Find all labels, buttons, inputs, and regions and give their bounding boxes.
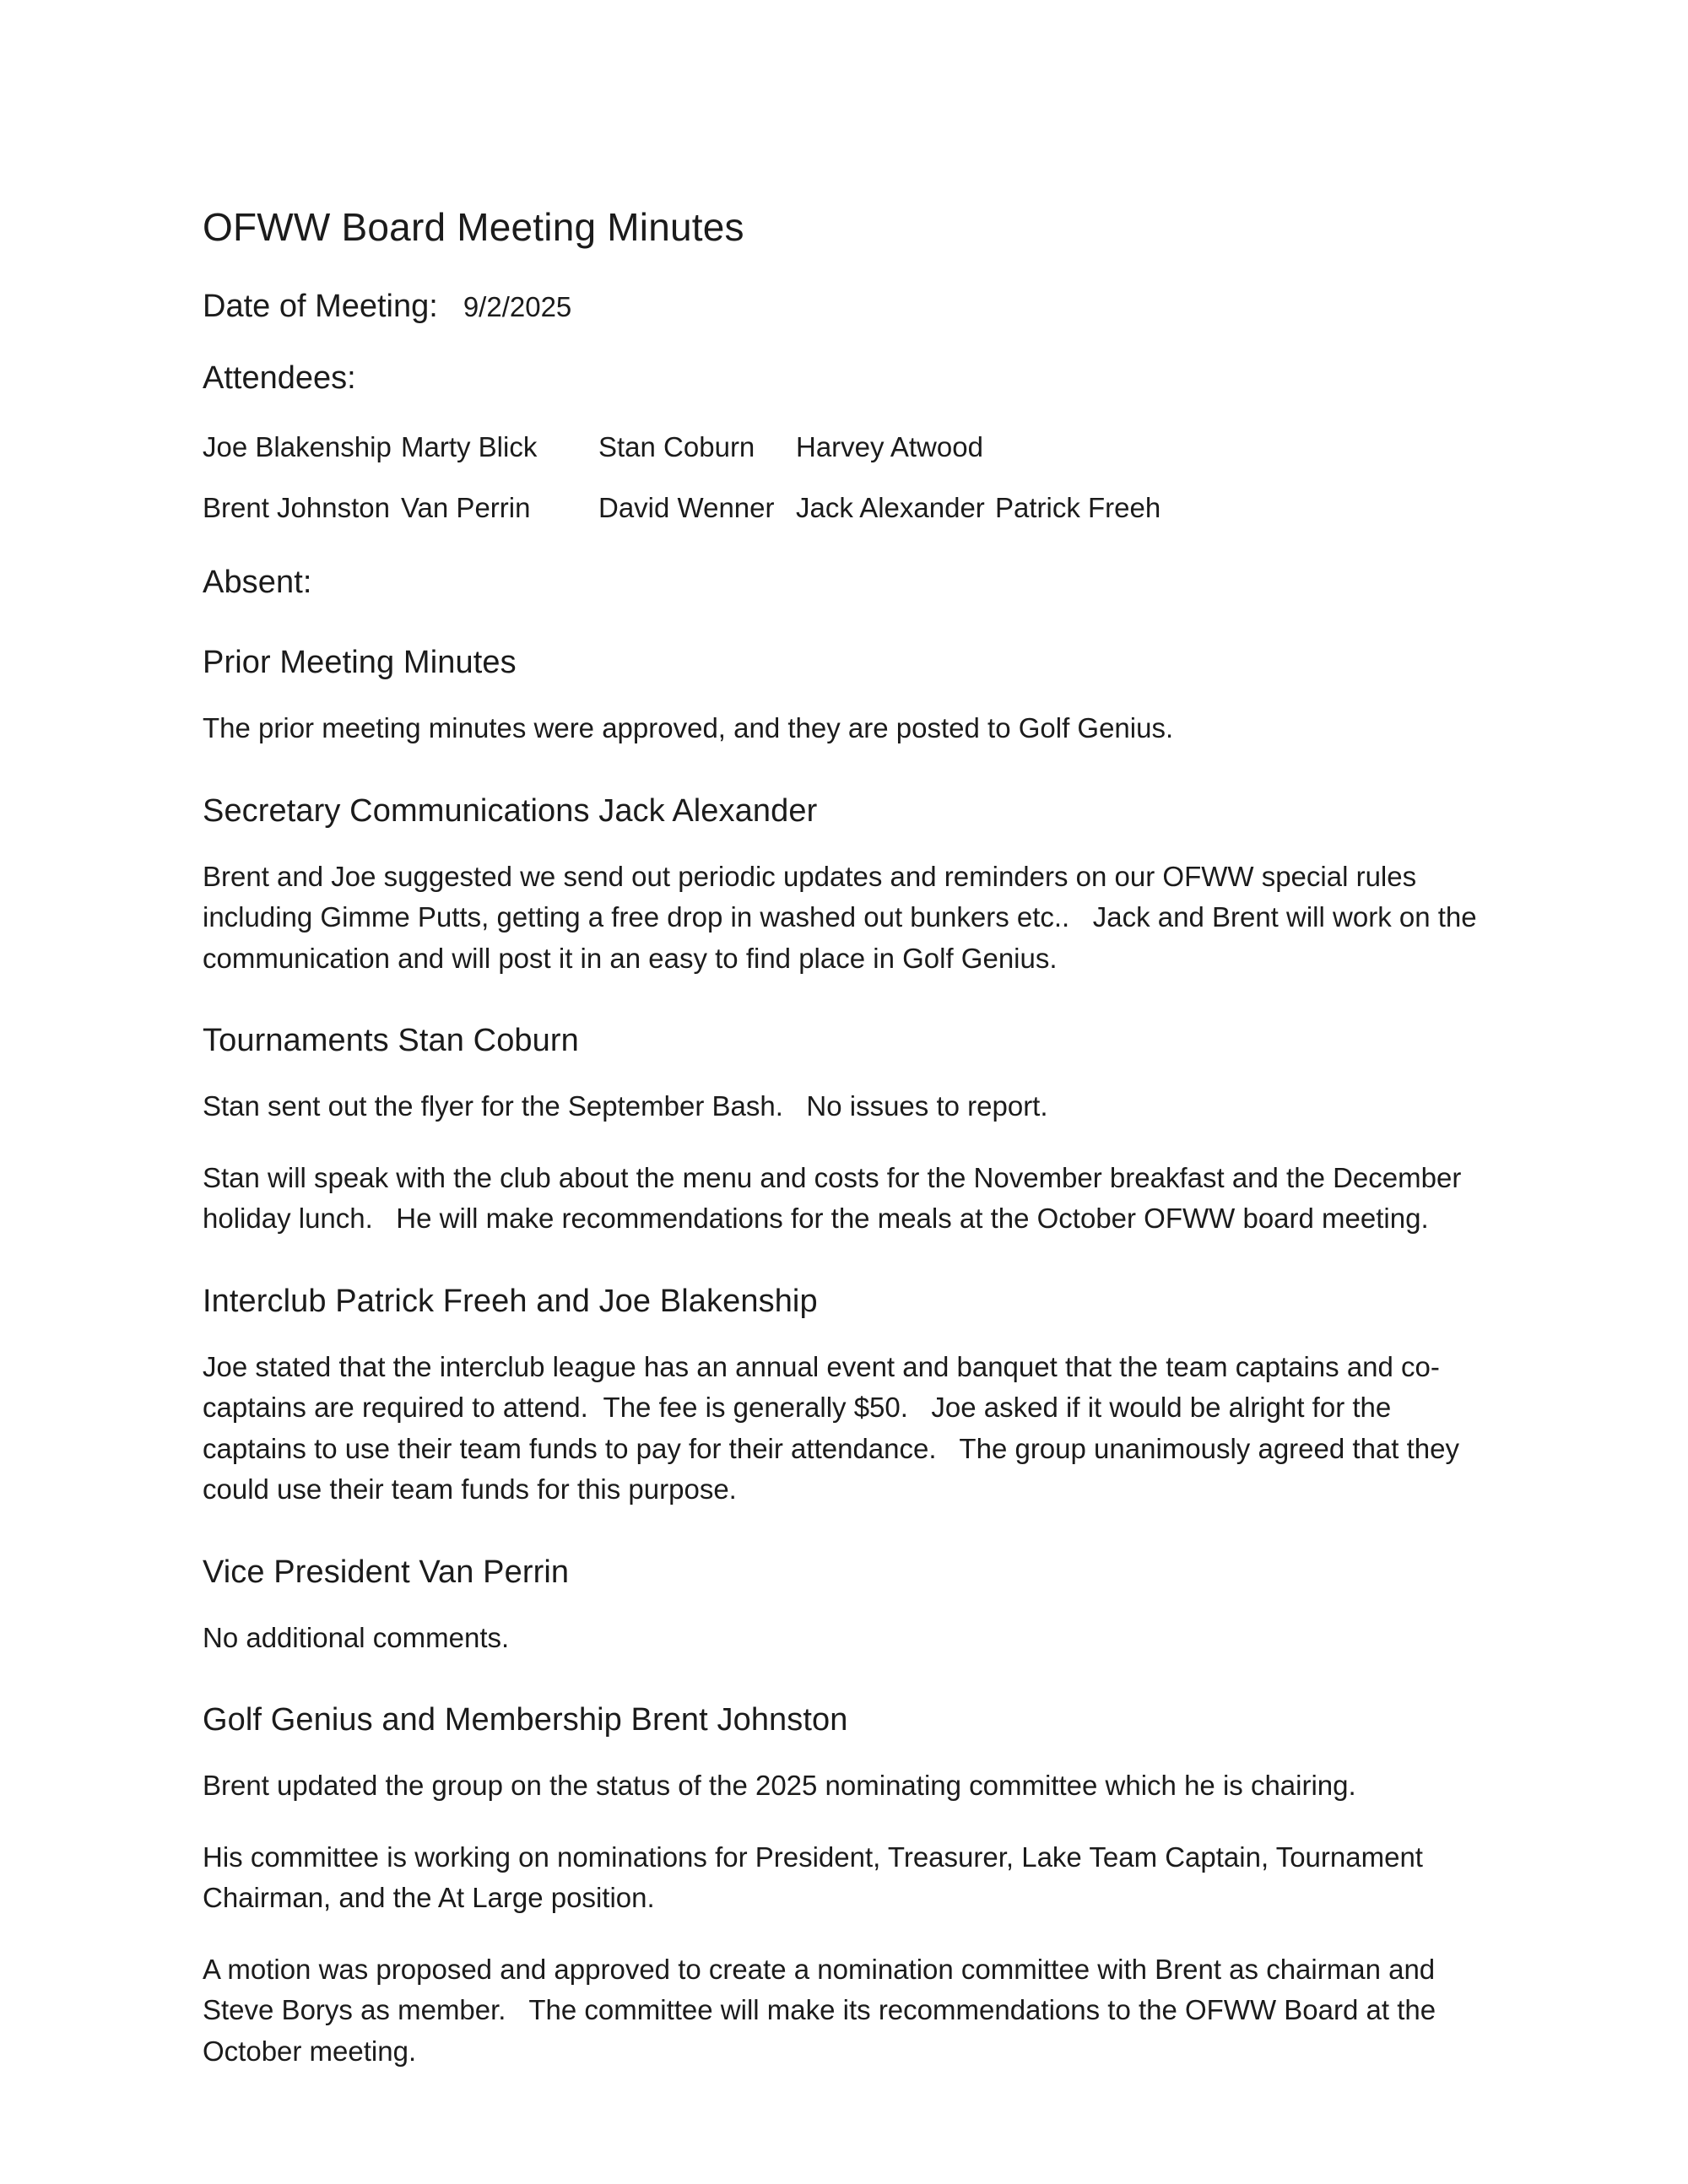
section-paragraph: Brent updated the group on the status of the 2025 nominating committee which he is chairing. — [203, 1770, 1356, 1802]
date-of-meeting-value: 9/2/2025 — [463, 291, 572, 322]
section-heading-prior-meeting-minutes: Prior Meeting Minutes — [203, 645, 517, 681]
date-of-meeting-label: Date of Meeting: — [203, 289, 438, 324]
attendee-cell: Patrick Freeh — [995, 491, 1161, 523]
section-paragraph: A motion was proposed and approved to create a nomination committee with Brent as chairman and Steve Borys as member. The committee will make its recommendations to the OFWW Board at the October meeting. — [203, 1953, 1444, 2067]
section-paragraph: The prior meeting minutes were approved, and they are posted to Golf Genius. — [203, 712, 1174, 744]
attendee-cell: Marty Blick — [401, 431, 538, 462]
section-heading-interclub: Interclub Patrick Freeh and Joe Blakenship — [203, 1283, 818, 1319]
section-paragraph: Joe stated that the interclub league has an annual event and banquet that the team captains and co-captains are required to attend. The fee is generally $50. Joe asked if it would be alright for the captains to use their team funds to pay for their attendance. The group unanimously agreed that they could use their team funds for this purpose. — [203, 1350, 1468, 1506]
section-paragraph: Brent and Joe suggested we send out periodic updates and reminders on our OFWW special rules including Gimme Putts, getting a free drop in washed out bunkers etc.. Jack and Brent will work on the communication and will post it in an easy to find place in Golf Genius. — [203, 860, 1485, 974]
attendee-cell: Joe Blakenship — [203, 431, 392, 462]
attendee-cell — [995, 430, 1485, 464]
page-title: OFWW Board Meeting Minutes — [203, 205, 744, 249]
section-heading-golf-genius-membership: Golf Genius and Membership Brent Johnston — [203, 1702, 848, 1738]
absent-label: Absent: — [203, 565, 312, 601]
attendees-label: Attendees: — [203, 360, 356, 396]
section-paragraph: His committee is working on nominations for President, Treasurer, Lake Team Captain, Tournament Chairman, and the At Large position. — [203, 1841, 1431, 1914]
section-paragraph: Stan will speak with the club about the menu and costs for the November breakfast and the December holiday lunch. He will make recommendations for the meals at the October OFWW board meeting. — [203, 1161, 1469, 1235]
attendee-cell: Van Perrin — [401, 491, 531, 523]
section-heading-vice-president: Vice President Van Perrin — [203, 1554, 570, 1590]
attendees-table — [203, 430, 1485, 524]
section-heading-tournaments: Tournaments Stan Coburn — [203, 1023, 579, 1059]
attendee-cell: Brent Johnston — [203, 491, 390, 523]
date-of-meeting-line — [203, 289, 1485, 325]
attendee-cell: David Wenner — [598, 491, 775, 523]
attendee-cell: Stan Coburn — [598, 431, 755, 462]
attendee-cell: Harvey Atwood — [796, 431, 983, 462]
attendee-cell: Jack Alexander — [796, 491, 985, 523]
section-heading-secretary-communications: Secretary Communications Jack Alexander — [203, 792, 818, 829]
section-paragraph: Stan sent out the flyer for the September Bash. No issues to report. — [203, 1090, 1048, 1122]
section-paragraph: No additional comments. — [203, 1621, 510, 1653]
